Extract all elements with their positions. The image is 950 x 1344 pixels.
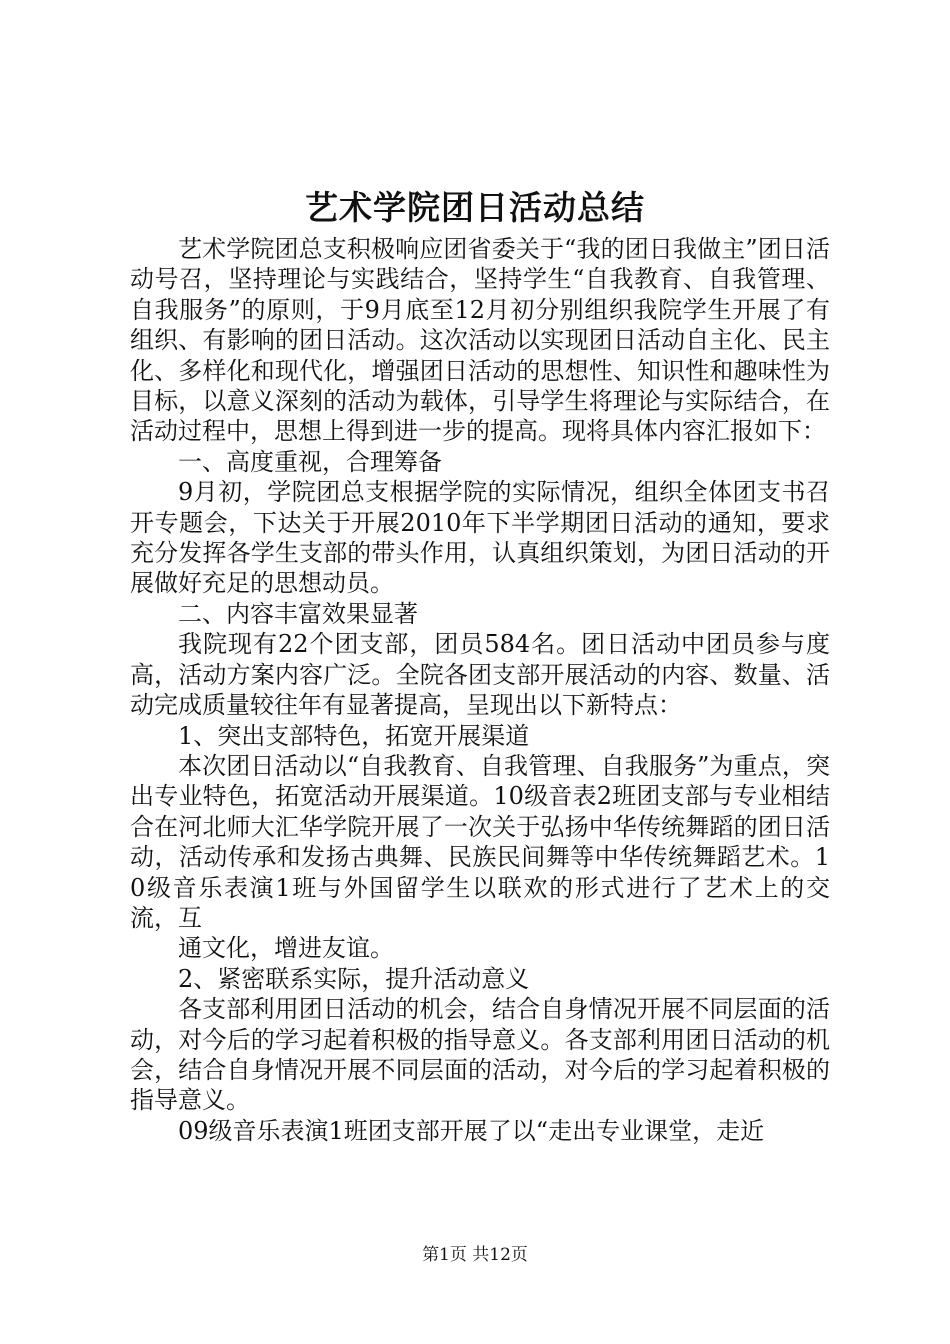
subsection-heading-1: 1、突出支部特色，拓宽开展渠道 (178, 721, 530, 750)
section-heading-2: 二、内容丰富效果显著 (178, 599, 418, 628)
section-2-paragraph: 我院现有22个团支部，团员584名。团日活动中团员参与度高，活动方案内容广泛。全院各团支部开展活动的内容、数量、活动完成质量较往年有显著提高，呈现出以下新特点： (130, 630, 830, 720)
section-heading-1: 一、高度重视，合理筹备 (178, 447, 442, 476)
subsection-2-paragraph: 各支部利用团日活动的机会，结合自身情况开展不同层面的活动，对今后的学习起着积极的指导意义。各支部利用团日活动的机会，结合自身情况开展不同层面的活动，对今后的学习起着积极的指导意义。 (130, 995, 830, 1115)
subsection-1-continuation: 通文化，增进友谊。 (178, 934, 394, 963)
document-title: 艺术学院团日活动总结 (305, 188, 645, 227)
page-number-footer: 第1页 共12页 (422, 1245, 528, 1265)
section-1-paragraph: 9月初，学院团总支根据学院的实际情况，组织全体团支书召开专题会，下达关于开展2010年下半学期团日活动的通知，要求充分发挥各学生支部的带头作用，认真组织策划，为团日活动的开展做好充足的思想动员。 (130, 478, 830, 598)
intro-paragraph: 艺术学院团总支积极响应团省委关于“我的团日我做主”团日活动号召，坚持理论与实践结合，坚持学生“自我教育、自我管理、自我服务”的原则，于9月底至12月初分别组织我院学生开展了有组织、有影响的团日活动。这次活动以实现团日活动自主化、民主化、多样化和现代化，增强团日活动的思想性、知识性和趣味性为目标，以意义深刻的活动为载体，引导学生将理论与实际结合，在活动过程中，思想上得到进一步的提高。现将具体内容汇报如下： (130, 235, 830, 446)
document-body (130, 234, 830, 1146)
subsection-2-paragraph-b: 09级音乐表演1班团支部开展了以“走出专业课堂，走近 (178, 1116, 765, 1145)
subsection-1-paragraph: 本次团日活动以“自我教育、自我管理、自我服务”为重点，突出专业特色，拓宽活动开展渠道。10级音表2班团支部与专业相结合在河北师大汇华学院开展了一次关于弘扬中华传统舞蹈的团日活动，活动传承和发扬古典舞、民族民间舞等中华传统舞蹈艺术。10级音乐表演1班与外国留学生以联欢的形式进行了艺术上的交流，互 (130, 751, 830, 932)
subsection-heading-2: 2、紧密联系实际，提升活动意义 (178, 964, 530, 993)
